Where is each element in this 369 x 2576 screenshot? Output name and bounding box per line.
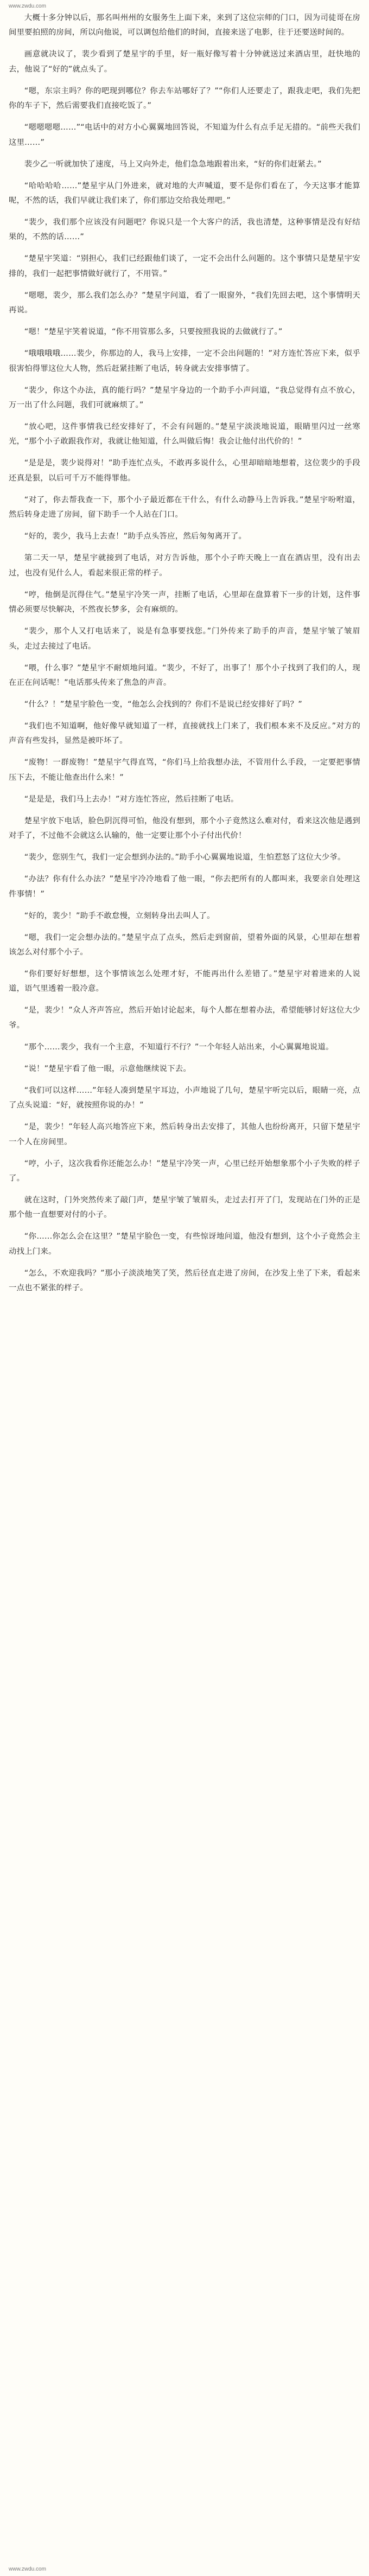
site-watermark-bottom: www.zwdu.com [9,2566,46,2572]
article-paragraph: “对了，你去帮我查一下，那个小子最近都在干什么，有什么动静马上告诉我。”楚星宇吩咐道，然后转身走进了房间，留下助手一个人站在门口。 [9,495,360,520]
article-paragraph: 楚星宇放下电话，脸色阴沉得可怕，他没有想到，那个小子竟然这么难对付，看来这次他是遇到对手了，不过他不会就这么认输的，他一定要让那个小子付出代价！ [9,816,360,841]
article-paragraph: “嗯，东宗主吗？你的吧现到哪位？你去车站哪好了？”“你们人还要走了，跟我走吧，我们先把你的车子下，然后需要我们直接吃饭了。” [9,86,360,111]
article-paragraph: “好的，裴少，我马上去查！”助手点头答应，然后匆匆离开了。 [24,532,247,541]
article-paragraph: “是，裴少！”年轻人高兴地答应下来，然后转身出去安排了，其他人也纷纷离开，只留下楚星宇一个人在房间里。 [9,1123,360,1146]
article-paragraph: “哼，小子，这次我看你还能怎么办！”楚星宇冷笑一声，心里已经开始想象那个小子失败的样子了。 [9,1159,360,1183]
article-paragraph: 第二天一早，楚星宇就接到了电话，对方告诉他，那个小子昨天晚上一直在酒店里，没有出去过，也没有见什么人，看起来很正常的样子。 [9,554,360,578]
article-paragraph: 裴少乙一听就加快了速度，马上又向外走，他们急急地跟着出来，“好的你们赶紧去。” [24,159,322,169]
article-paragraph: “办法？你有什么办法？”楚星宇冷冷地看了他一眼，“你去把所有的人都叫来，我要亲自处理这件事情！” [9,875,360,899]
article-paragraph: “嗯嗯嗯嗯……”“电话中的对方小心翼翼地回答说，不知道为什么有点手足无措的。“前些天我们这里……” [9,123,360,147]
article-paragraph: “哼，他倒是沉得住气。”楚星宇冷笑一声，挂断了电话，心里却在盘算着下一步的计划，这件事情必须要尽快解决，不然夜长梦多，会有麻烦的。 [9,590,360,614]
article-paragraph: “废物！一群废物！”楚星宇气得直骂，“你们马上给我想办法，不管用什么手段，一定要把事情压下去，不能让他查出什么来！” [9,758,360,782]
article-paragraph: “那个……裴少，我有一个主意，不知道行不行？”一个年轻人站出来，小心翼翼地说道。 [24,1042,334,1052]
article-body [9,11,360,1296]
article-paragraph: “是，裴少！”众人齐声答应，然后开始讨论起来，每个人都在想着办法，希望能够讨好这位大少爷。 [9,1006,360,1030]
article-paragraph: “我们可以这样……”年轻人凑到楚星宇耳边，小声地说了几句，楚星宇听完以后，眼睛一亮，点了点头说道：“好，就按照你说的办！” [9,1086,360,1110]
article-paragraph: “嗯！”楚星宇笑着说道，“你不用管那么多，只要按照我说的去做就行了。” [24,328,283,337]
article-paragraph: 就在这时，门外突然传来了敲门声，楚星宇皱了皱眉头，走过去打开了门，发现站在门外的正是那个他一直想要对付的小子。 [9,1195,360,1220]
article-paragraph: “好的，裴少！”助手不敢怠慢，立刻转身出去叫人了。 [24,911,215,920]
article-paragraph: “我们也不知道啊，他好像早就知道了一样，直接就找上门来了，我们根本来不及反应。”对方的声音有些发抖，显然是被吓坏了。 [9,721,360,746]
article-paragraph: “哦哦哦哦……裴少，你那边的人，我马上安排，一定不会出问题的！”对方连忙答应下来，似乎很害怕得罪这位大人物，然后赶紧挂断了电话，转身就去安排事情了。 [9,349,360,373]
article-paragraph: “是是是，我们马上去办！”对方连忙答应，然后挂断了电话。 [24,794,239,804]
article-paragraph: “裴少，那个人又打电话来了，说是有急事要找您。”门外传来了助手的声音，楚星宇皱了皱眉头，走过去接过了电话。 [9,627,360,651]
article-paragraph: “裴少，你这个办法，真的能行吗？”楚星宇身边的一个助手小声问道，“我总觉得有点不放心，万一出了什么问题，我们可就麻烦了。” [9,386,360,410]
article-paragraph: “哈哈哈哈……”楚星宇从门外进来，就对地的大声喊道，要不是你们看在了，今天这事才能算呢，不然的话，我们早就让我们来了，你们那边交给我处理吧。” [9,181,360,206]
article-paragraph: “你们要好好想想，这个事情该怎么处理才好，不能再出什么差错了。”楚星宇对着进来的人说道，语气里透着一股冷意。 [9,969,360,994]
article-paragraph: “你……你怎么会在这里？”楚星宇脸色一变，有些惊讶地问道，他没有想到，这个小子竟然会主动找上门来。 [9,1232,360,1256]
article-paragraph: “裴少，您别生气，我们一定会想到办法的。”助手小心翼翼地说道，生怕惹怒了这位大少爷。 [24,853,346,862]
article-paragraph: “嗯嗯，裴少，那么我们怎么办？”楚星宇问道，看了一眼窗外，“我们先回去吧，这个事情明天再说。 [9,291,360,315]
article-paragraph: “放心吧，这件事情我已经安排好了，不会有问题的。”楚星宇淡淡地说道，眼睛里闪过一丝寒光，“那个小子敢跟我作对，我就让他知道，什么叫做后悔！我会让他付出代价的！” [9,422,360,446]
article-paragraph: “喂，什么事？”楚星宇不耐烦地问道。“裴少，不好了，出事了！那个小子找到了我们的人，现在正在问话呢！”电话那头传来了焦急的声音。 [9,663,360,687]
article-paragraph: 大概十多分钟以后，那名叫州州的女服务生上面下来，来到了这位宗师的门口，因为司徒哥在房间里要拍照的房间，所以向他说，可以调包给他们的时间，直接来送了电影，往于还要送时间的。 [9,14,360,37]
article-paragraph: “怎么，不欢迎我吗？”那小子淡淡地笑了笑，然后径直走进了房间，在沙发上坐了下来，看起来一点也不紧张的样子。 [9,1268,360,1293]
article-paragraph: “说！”楚星宇看了他一眼，示意他继续说下去。 [24,1064,191,1073]
article-paragraph: “什么？！”楚星宇脸色一变，“他怎么会找到的？你们不是说已经安排好了吗？” [24,700,302,709]
article-paragraph: “楚星宇笑道：“别担心，我们已经跟他们谈了，一定不会出什么问题的。这个事情只是楚星宇安排的，我们一起把事情做好就行了，不用管。” [9,254,360,278]
article-paragraph: “裴少，我们那个应该没有问题吧？你说只是一个大客户的活，我也清楚，这种事情是没有好结果的，不然的话……” [9,218,360,242]
article-paragraph: “嗯，我们一定会想办法的。”楚星宇点了点头，然后走到窗前，望着外面的风景，心里却在想着该怎么对付那个小子。 [9,933,360,957]
article-paragraph: “是是是，裴少说得对！”助手连忙点头，不敢再多说什么，心里却暗暗地想着，这位裴少的手段还真是狠，以后可千万不能得罪他。 [9,459,360,483]
site-watermark-top: www.zwdu.com [9,3,46,9]
article-paragraph: 画意就决议了，裴少看到了楚星宇的手里，好一瓶好像写着十分钟就送过来酒店里，赶快地的去，他说了“好的”就点头了。 [9,50,360,74]
